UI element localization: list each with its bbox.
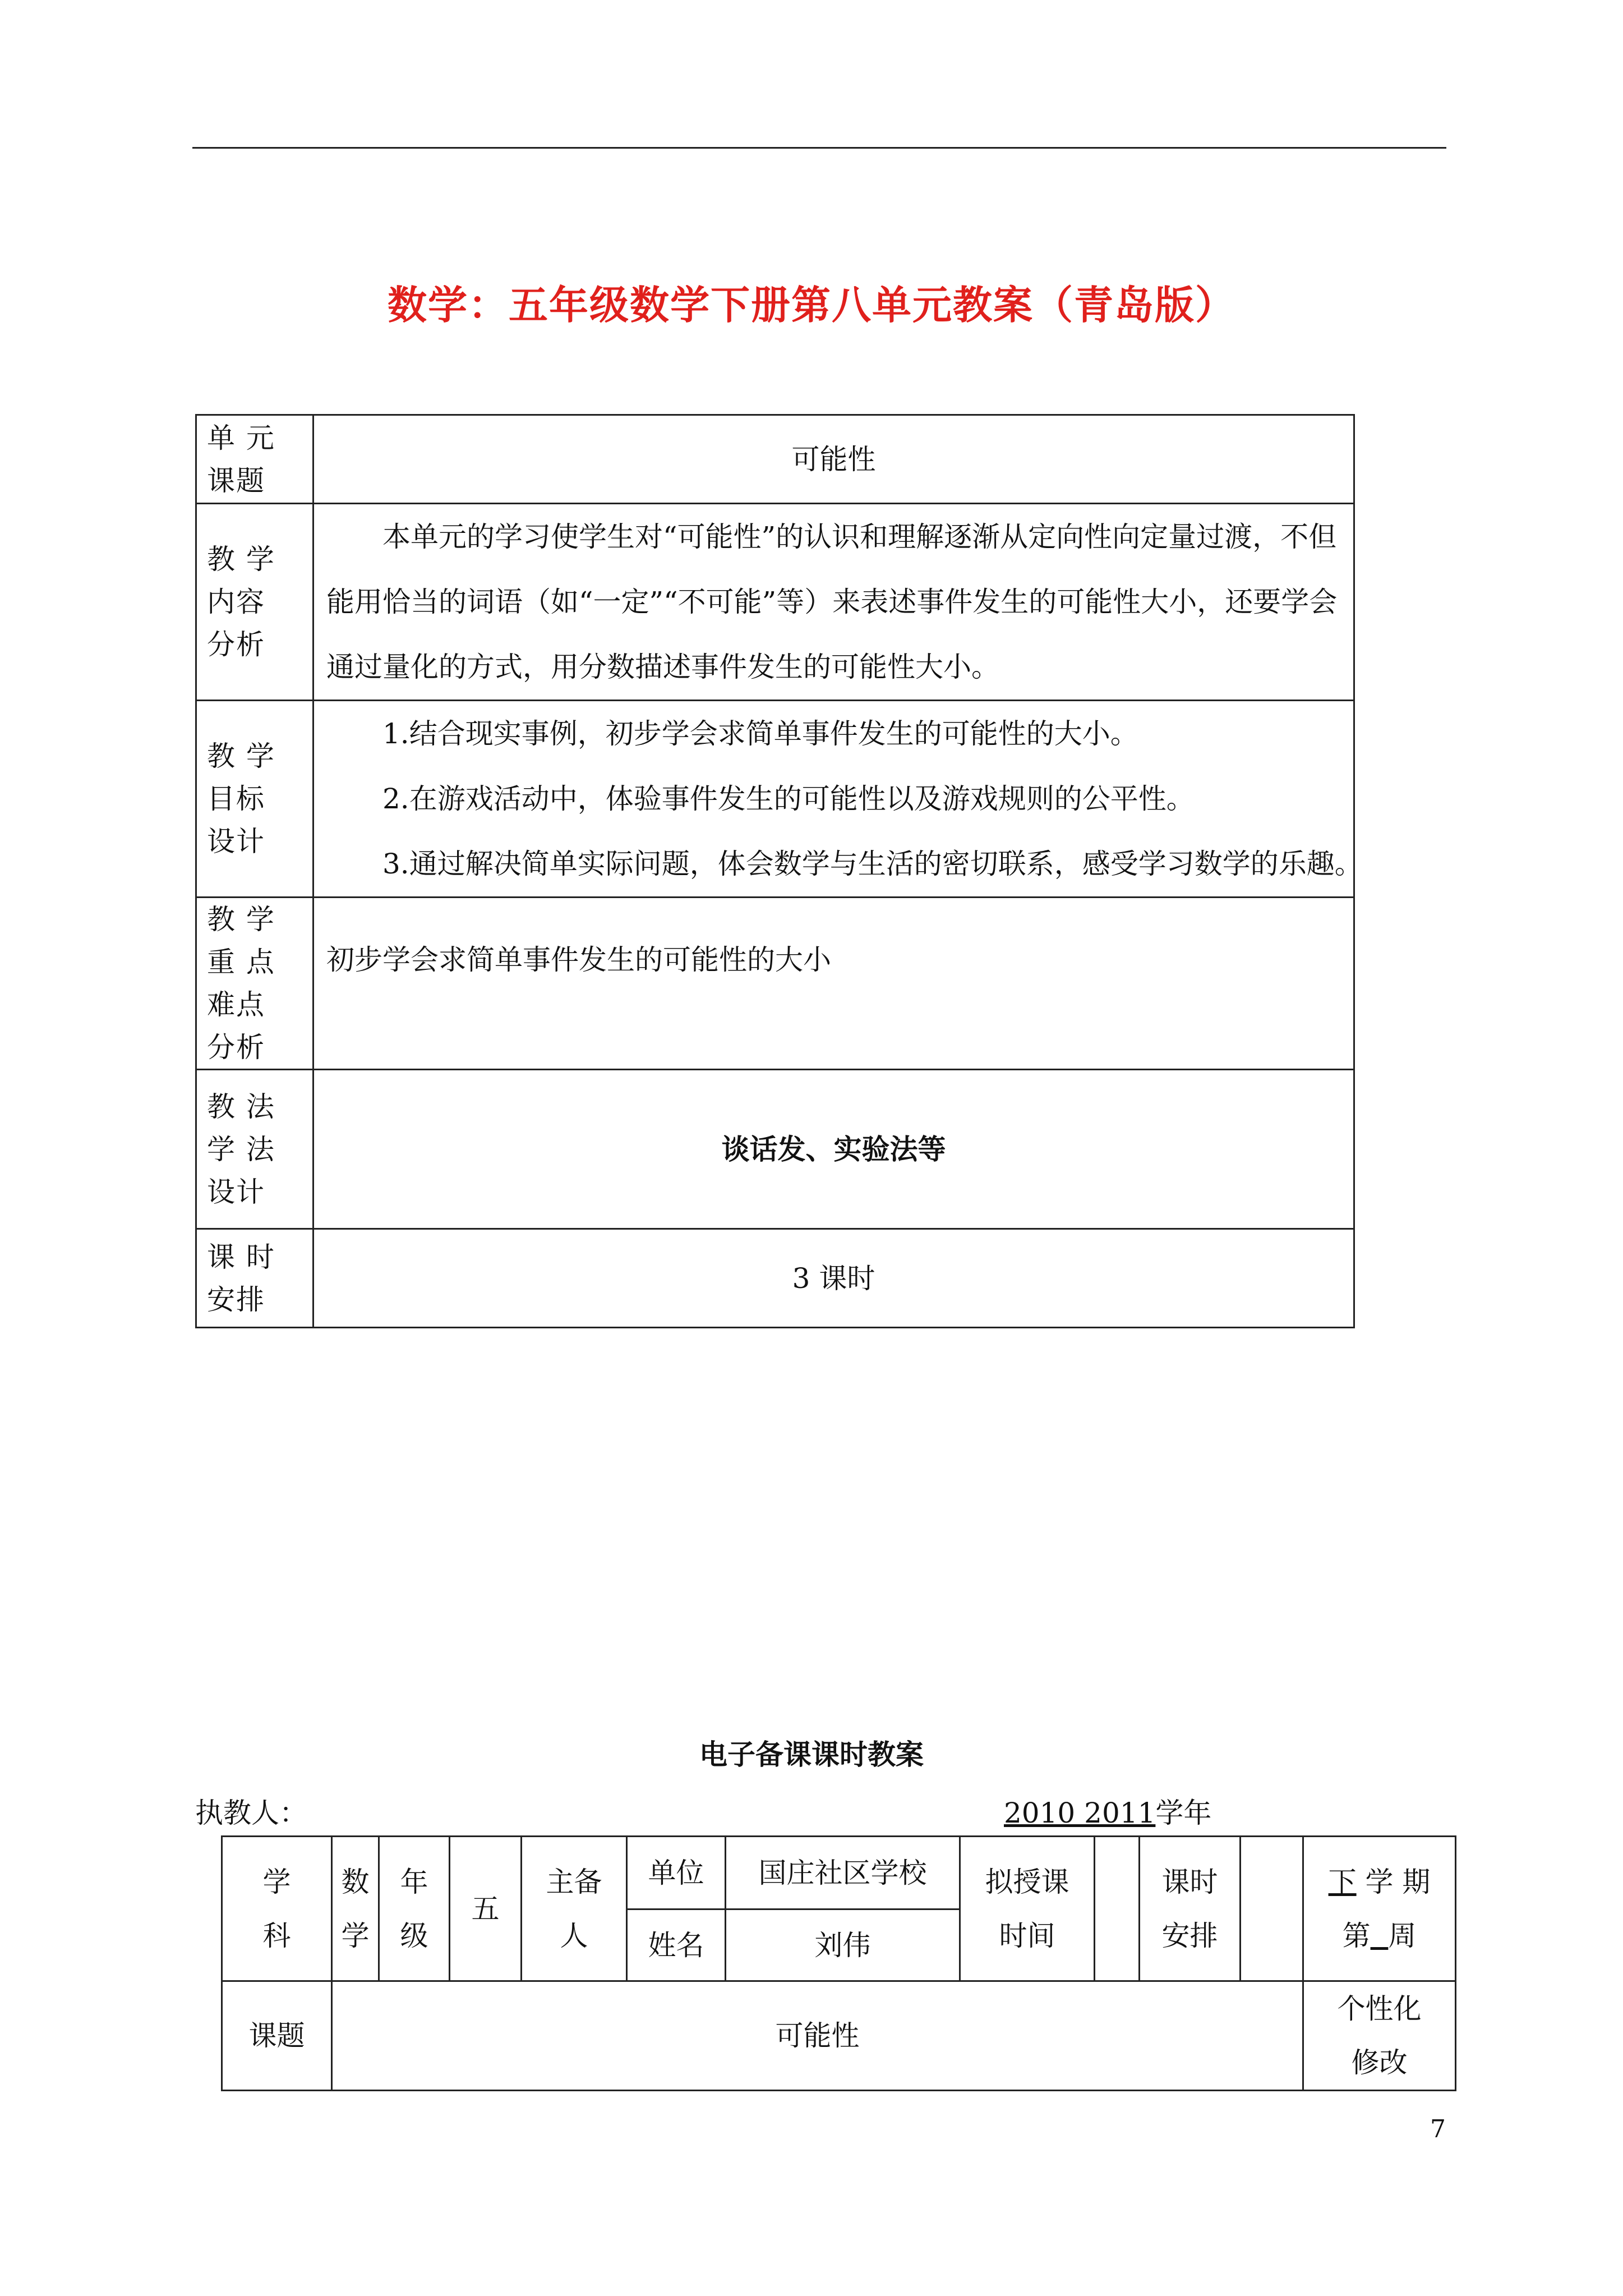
goal-item: 2.在游戏活动中，体验事件发生的可能性以及游戏规则的公平性。: [382, 783, 1195, 815]
planned-time-label: 拟授课 时间: [960, 1837, 1095, 1981]
lesson-topic-label: 课题: [222, 1981, 332, 2091]
term-week-cell: [1303, 1837, 1456, 1981]
content-analysis-text: 本单元的学习使学生对“可能性”的认识和理解逐渐从定向性向定量过渡，不但能用恰当的词语（如“一定”“不可能”等）来表述事件发生的可能性大小，还要学会通过量化的方式，用分数描述事件发生的可能性大小。: [326, 521, 1338, 683]
grade-value: 五: [450, 1837, 522, 1981]
content-analysis-label: 教 学 内容 分析: [196, 504, 313, 701]
term-line: 下 学 期: [1328, 1865, 1431, 1898]
subject-label: 学 科: [222, 1837, 332, 1981]
schedule-label: 课 时 安排: [196, 1229, 313, 1328]
document-title: 数学：五年级数学下册第八单元教案（青岛版）: [388, 282, 1235, 328]
unit-topic-value: 可能性: [313, 415, 1354, 504]
goals-label: 教 学 目标 设计: [196, 701, 313, 898]
unit-topic-label: 单 元 课题: [196, 415, 313, 504]
goal-item: 3.通过解决简单实际问题，体会数学与生活的密切联系，感受学习数学的乐趣。: [382, 848, 1363, 880]
table-row: [196, 701, 1354, 898]
unit-label: 单位: [627, 1837, 726, 1910]
name-value: 刘伟: [726, 1910, 960, 1981]
unit-value: 国庄社区学校: [726, 1837, 960, 1910]
page-number: 7: [1430, 2115, 1446, 2143]
preparer-label: 主备 人: [522, 1837, 627, 1981]
unit-plan-table: [195, 414, 1363, 1328]
key-points-value: 初步学会求简单事件发生的可能性的大小: [313, 898, 1354, 1070]
goals-cell: [313, 701, 1363, 898]
subject-value: 数 学: [332, 1837, 379, 1981]
personal-edit-label: 个性化 修改: [1303, 1981, 1456, 2091]
table-row: [222, 1837, 1456, 1910]
hours-value: [1241, 1837, 1303, 1981]
goal-item: 1.结合现实事例，初步学会求简单事件发生的可能性的大小。: [382, 717, 1138, 750]
name-label: 姓名: [627, 1910, 726, 1981]
table-row: [196, 1229, 1354, 1328]
teacher-label: 执教人：: [195, 1797, 307, 1829]
table-row: [222, 1981, 1456, 2091]
school-year: [1004, 1791, 1211, 1831]
method-value: 谈话发、实验法等: [313, 1070, 1354, 1229]
method-label: 教 法 学 法 设计: [196, 1070, 313, 1229]
content-analysis-cell: [313, 504, 1354, 701]
table-row: [196, 504, 1354, 701]
lesson-topic-value: 可能性: [332, 1981, 1303, 2091]
school-year-value: 2010 2011: [1004, 1797, 1156, 1829]
key-points-label: 教 学 重 点 难点 分析: [196, 898, 313, 1070]
header-rule: [192, 147, 1446, 149]
table-row: [196, 898, 1354, 1070]
schedule-value: 3 课时: [313, 1229, 1354, 1328]
table-row: [196, 1070, 1354, 1229]
school-year-suffix: 学年: [1155, 1797, 1212, 1829]
lesson-plan-table: [221, 1835, 1456, 2091]
hours-label: 课时 安排: [1140, 1837, 1241, 1981]
grade-label: 年 级: [379, 1837, 450, 1981]
table-row: [196, 415, 1354, 504]
planned-time-value: [1095, 1837, 1140, 1981]
week-line: 第 周: [1342, 1919, 1417, 1952]
lesson-plan-title: 电子备课课时教案: [699, 1738, 924, 1771]
